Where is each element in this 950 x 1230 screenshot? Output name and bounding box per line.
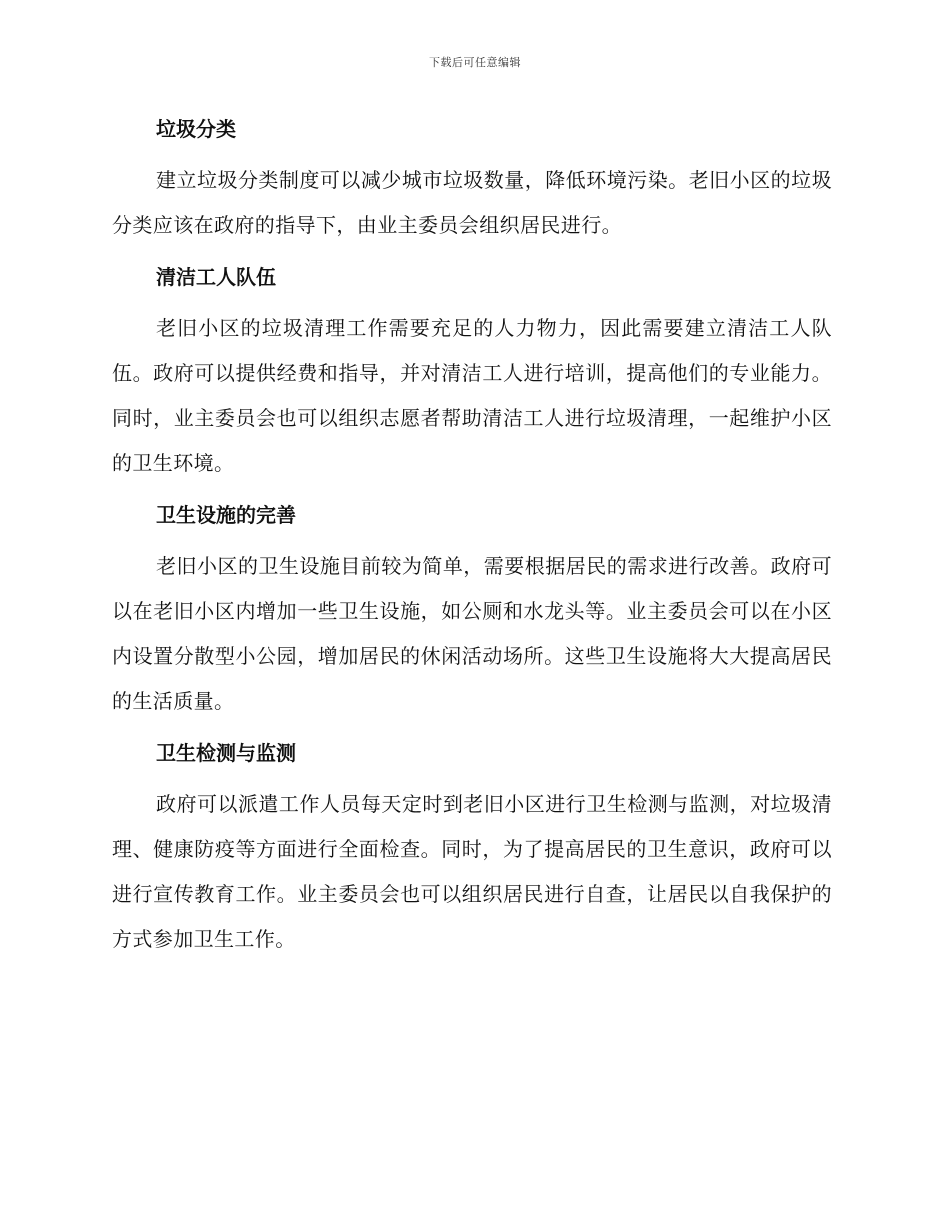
section-garbage-sorting xyxy=(112,112,832,248)
section-paragraph: 政府可以派遣工作人员每天定时到老旧小区进行卫生检测与监测，对垃圾清理、健康防疫等方面进行全面检查。同时，为了提高居民的卫生意识，政府可以进行宣传教育工作。业主委员会也可以组织居民进行自查，让居民以自我保护的方式参加卫生工作。 xyxy=(112,792,832,951)
section-heading: 垃圾分类 xyxy=(156,117,236,141)
section-heading: 清洁工人队伍 xyxy=(156,265,276,289)
section-paragraph: 老旧小区的垃圾清理工作需要充足的人力物力，因此需要建立清洁工人队伍。政府可以提供经费和指导，并对清洁工人进行培训，提高他们的专业能力。同时，业主委员会也可以组织志愿者帮助清洁工人进行垃圾清理，一起维护小区的卫生环境。 xyxy=(112,316,832,475)
section-paragraph: 老旧小区的卫生设施目前较为简单，需要根据居民的需求进行改善。政府可以在老旧小区内增加一些卫生设施，如公厕和水龙头等。业主委员会可以在小区内设置分散型小公园，增加居民的休闲活动场所。这些卫生设施将大大提高居民的生活质量。 xyxy=(112,554,832,713)
section-sanitation-facilities xyxy=(112,498,832,724)
section-health-inspection xyxy=(112,736,832,962)
section-heading: 卫生设施的完善 xyxy=(156,503,296,527)
section-heading: 卫生检测与监测 xyxy=(156,741,296,765)
section-cleaning-team xyxy=(112,260,832,486)
header-note: 下载后可任意编辑 xyxy=(429,56,521,69)
section-paragraph: 建立垃圾分类制度可以减少城市垃圾数量，降低环境污染。老旧小区的垃圾分类应该在政府的指导下，由业主委员会组织居民进行。 xyxy=(112,168,832,237)
document-body xyxy=(112,112,832,974)
